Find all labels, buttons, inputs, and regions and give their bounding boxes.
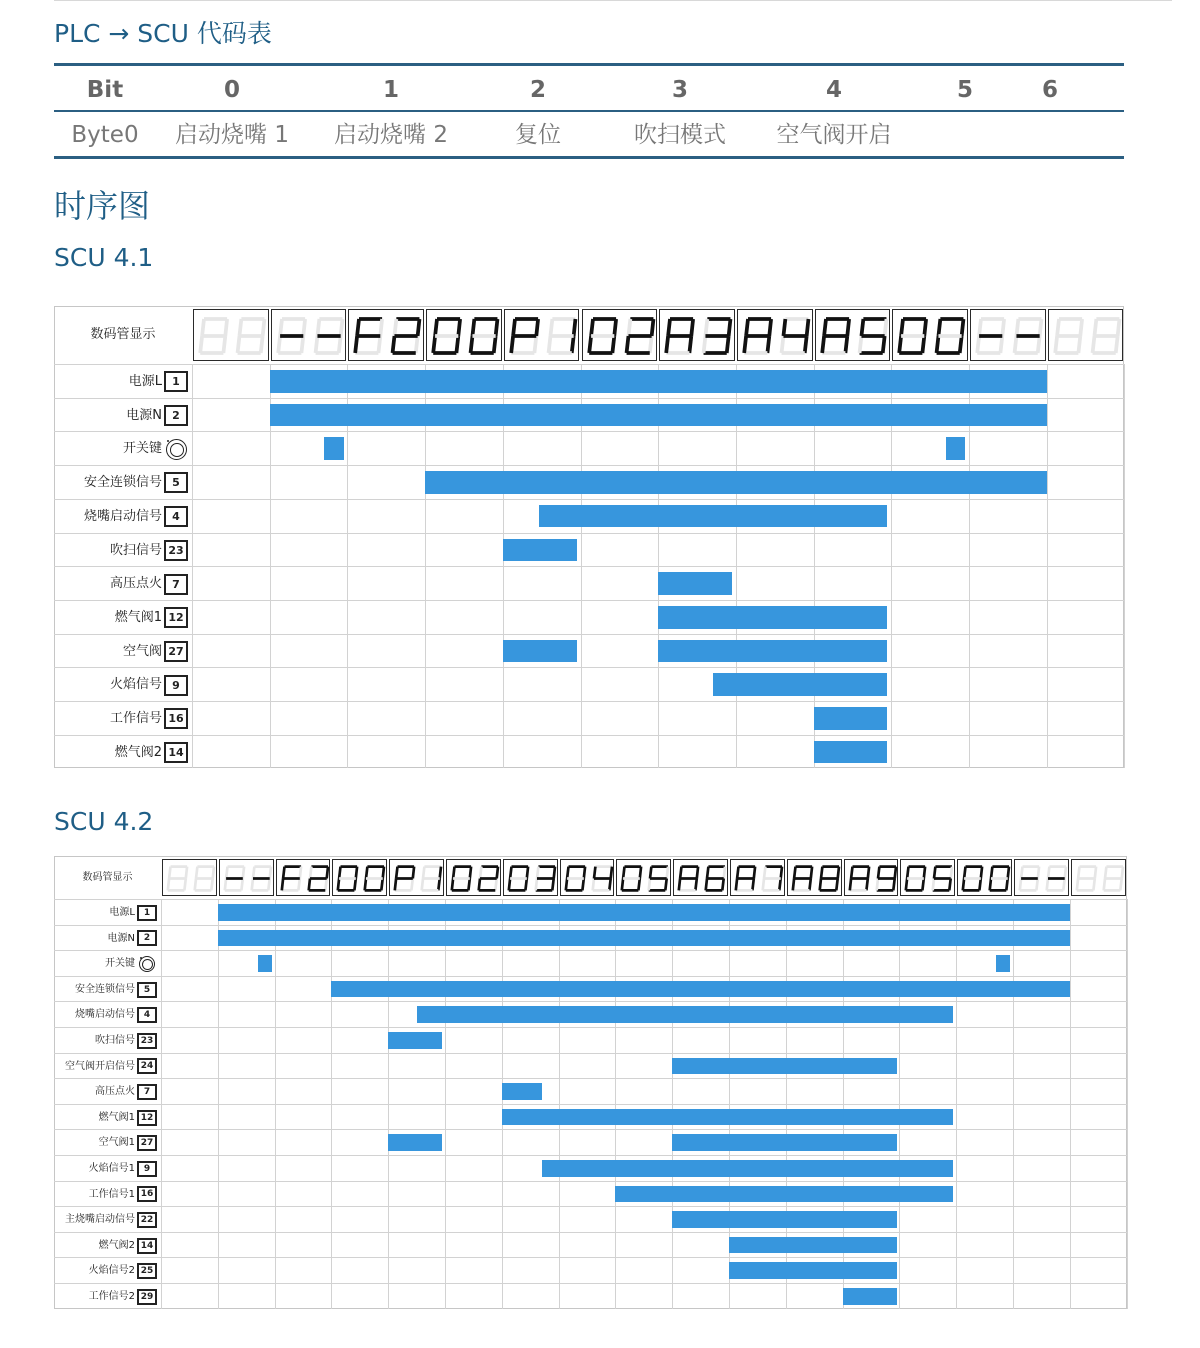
signal-label: 吹扫信号 (95, 1035, 135, 1046)
seven-seg-display-cell (348, 309, 424, 361)
header-cell: Bit (86, 77, 124, 103)
signal-active-bar (270, 370, 1047, 393)
signal-label: 烧嘴启动信号 (75, 1009, 135, 1021)
signal-active-bar (388, 1134, 442, 1151)
signal-row (54, 1053, 1127, 1079)
signal-row (54, 634, 1124, 668)
signal-active-bar (658, 572, 732, 595)
data-cell: 启动烧嘴 1 (175, 122, 289, 148)
signal-row (54, 1206, 1127, 1232)
data-cell (914, 113, 1016, 157)
signal-row (54, 533, 1124, 567)
signal-row (54, 1283, 1127, 1309)
signal-label: 工作信号 (109, 711, 162, 726)
seven-seg-display-cell (737, 309, 813, 361)
seven-seg-display-cell (426, 309, 502, 361)
signal-active-bar (503, 539, 577, 562)
signal-row (54, 566, 1124, 600)
scu41-title: SCU 4.1 (54, 243, 154, 272)
seven-seg-display-cell (332, 859, 387, 896)
signal-row (54, 1027, 1127, 1053)
seven-seg-display-cell (900, 859, 955, 896)
signal-active-bar (542, 1160, 954, 1177)
timing-section-title: 时序图 (54, 187, 151, 225)
signal-active-bar (729, 1237, 897, 1254)
header-cell: 6 (1041, 77, 1058, 103)
signal-row (54, 735, 1124, 769)
seven-seg-display-cell (787, 859, 842, 896)
signal-label: 电源L (128, 374, 162, 389)
pin-number-badge: 12 (137, 1110, 157, 1126)
pin-number-badge: 2 (164, 405, 188, 426)
pin-number-badge: 14 (137, 1238, 157, 1254)
signal-row (54, 1257, 1127, 1283)
header-cell: 4 (825, 77, 842, 103)
signal-row (54, 950, 1127, 976)
signal-active-bar (218, 904, 1070, 921)
header-cell: 0 (223, 77, 240, 103)
pin-number-badge: 1 (137, 905, 157, 921)
signal-label: 空气阀 (122, 643, 162, 659)
switch-key-inner-icon (142, 959, 153, 970)
seven-seg-display-cell (730, 859, 785, 896)
seven-seg-display-cell (970, 309, 1046, 361)
signal-active-bar (814, 741, 888, 764)
display-label: 数码管显示 (90, 327, 156, 342)
signal-label: 工作信号2 (88, 1291, 135, 1302)
code-table-data-row (54, 113, 1124, 157)
signal-label: 燃气阀1 (114, 609, 162, 625)
signal-active-bar (658, 606, 887, 629)
pin-number-badge: 1 (164, 371, 188, 392)
signal-row (54, 701, 1124, 735)
pin-number-badge: 16 (137, 1186, 157, 1202)
signal-active-bar (270, 404, 1047, 427)
signal-label: 烧嘴启动信号 (83, 508, 162, 524)
pin-number-badge: 24 (137, 1058, 157, 1074)
pin-number-badge: 4 (164, 506, 188, 527)
signal-active-bar (425, 471, 1047, 494)
data-cell: 吹扫模式 (634, 122, 726, 148)
pin-number-badge: 9 (164, 675, 188, 696)
header-cell: 5 (956, 77, 973, 103)
seven-seg-display-cell (162, 859, 217, 896)
signal-row (54, 1181, 1127, 1207)
signal-label: 高压点火 (109, 576, 162, 592)
signal-label: 开关键 (105, 958, 135, 970)
signal-active-bar (331, 981, 1069, 998)
seven-seg-display-cell (844, 859, 899, 896)
signal-label: 燃气阀2 (114, 744, 162, 760)
data-cell: 复位 (515, 122, 561, 148)
signal-label: 高压点火 (95, 1086, 135, 1098)
signal-row (54, 667, 1124, 701)
signal-active-bar (672, 1134, 896, 1151)
seven-seg-display-cell (659, 309, 735, 361)
signal-active-bar (388, 1032, 442, 1049)
signal-active-bar (417, 1006, 954, 1023)
pin-number-badge: 9 (137, 1161, 157, 1177)
seven-seg-display-cell (1048, 309, 1124, 361)
seven-seg-display-cell (1014, 859, 1069, 896)
switch-key-icon (166, 439, 187, 460)
signal-label: 工作信号1 (88, 1188, 135, 1200)
signal-active-bar (258, 955, 272, 972)
signal-label: 主烧嘴启动信号 (65, 1214, 135, 1226)
seven-seg-display-cell (504, 309, 580, 361)
pin-number-badge: 22 (137, 1212, 157, 1228)
signal-label: 吹扫信号 (109, 542, 162, 558)
seven-seg-display-cell (582, 309, 658, 361)
signal-active-bar (324, 437, 343, 460)
code-table-header-row (54, 68, 1124, 112)
signal-label: 安全连锁信号 (83, 475, 162, 491)
signal-label: 火焰信号2 (88, 1265, 135, 1277)
signal-active-bar (996, 955, 1010, 972)
header-cell: 1 (382, 77, 399, 103)
seven-seg-display-cell (276, 859, 331, 896)
pin-number-badge: 27 (164, 641, 188, 662)
display-label: 数码管显示 (82, 872, 133, 883)
signal-active-bar (503, 640, 577, 663)
data-cell: 空气阀开启 (776, 122, 892, 148)
seven-seg-display-cell (616, 859, 671, 896)
seven-seg-display-cell (1071, 859, 1126, 896)
signal-label: 火焰信号 (109, 677, 162, 693)
pin-number-badge: 23 (137, 1033, 157, 1049)
signal-label: 空气阀开启信号 (65, 1060, 135, 1072)
pin-number-badge: 27 (137, 1135, 157, 1151)
pin-number-badge: 4 (137, 1007, 157, 1023)
grid-vline (1124, 364, 1125, 768)
signal-active-bar (672, 1058, 896, 1075)
signal-active-bar (946, 437, 965, 460)
pin-number-badge: 7 (137, 1084, 157, 1100)
code-table (54, 63, 1124, 159)
signal-label: 电源L (109, 907, 135, 918)
pin-number-badge: 7 (164, 574, 188, 595)
seven-seg-display-cell (193, 309, 269, 361)
switch-key-icon (139, 956, 155, 972)
signal-label: 火焰信号1 (88, 1163, 135, 1174)
pin-number-badge: 29 (137, 1289, 157, 1305)
signal-active-bar (658, 640, 887, 663)
signal-label: 电源N (126, 407, 162, 423)
pin-number-badge: 14 (164, 742, 188, 763)
signal-active-bar (502, 1083, 542, 1100)
data-cell: Byte0 (71, 122, 139, 148)
signal-active-bar (672, 1211, 896, 1228)
code-table-bottom-rule (54, 156, 1124, 159)
signal-active-bar (729, 1262, 897, 1279)
signal-label: 空气阀1 (98, 1137, 135, 1149)
seven-seg-display-cell (673, 859, 728, 896)
signal-label: 开关键 (122, 441, 162, 457)
timing-diagram-scu42 (54, 856, 1124, 1309)
code-table-title: PLC → SCU 代码表 (54, 19, 272, 48)
header-cell: 3 (671, 77, 688, 103)
seven-seg-display-cell (389, 859, 444, 896)
pin-number-badge: 2 (137, 930, 157, 946)
signal-label: 安全连锁信号 (75, 983, 135, 995)
seven-seg-display-cell (503, 859, 558, 896)
signal-row (54, 1129, 1127, 1155)
top-divider (54, 0, 1172, 1)
signal-label: 电源N (107, 932, 135, 944)
seven-seg-display-cell (271, 309, 347, 361)
pin-number-badge: 12 (164, 607, 188, 628)
signal-active-bar (615, 1186, 953, 1203)
signal-active-bar (713, 673, 888, 696)
data-cell: 启动烧嘴 2 (334, 122, 448, 148)
signal-row (54, 1078, 1127, 1104)
header-cell: 2 (529, 77, 546, 103)
timing-diagram-scu41 (54, 306, 1124, 768)
signal-active-bar (814, 707, 888, 730)
pin-number-badge: 5 (137, 982, 157, 998)
seven-seg-display-cell (219, 859, 274, 896)
seven-seg-display-cell (815, 309, 891, 361)
signal-active-bar (218, 930, 1070, 947)
code-table-top-rule (54, 63, 1124, 66)
signal-label: 燃气阀2 (98, 1239, 135, 1251)
signal-active-bar (843, 1288, 897, 1305)
pin-number-badge: 23 (164, 540, 188, 561)
signal-active-bar (502, 1109, 954, 1126)
signal-label: 燃气阀1 (98, 1111, 135, 1123)
data-cell (1016, 113, 1084, 157)
seven-seg-display-cell (957, 859, 1012, 896)
pin-number-badge: 5 (164, 472, 188, 493)
scu42-title: SCU 4.2 (54, 807, 154, 836)
signal-row (54, 600, 1124, 634)
code-table-mid-rule (54, 110, 1124, 112)
pin-number-badge: 16 (164, 708, 188, 729)
seven-seg-display-cell (560, 859, 615, 896)
signal-active-bar (539, 505, 887, 528)
switch-key-inner-icon (170, 443, 184, 457)
seven-seg-display-cell (892, 309, 968, 361)
signal-row (54, 1232, 1127, 1258)
grid-vline (1127, 899, 1128, 1309)
seven-seg-display-cell (446, 859, 501, 896)
pin-number-badge: 25 (137, 1263, 157, 1279)
